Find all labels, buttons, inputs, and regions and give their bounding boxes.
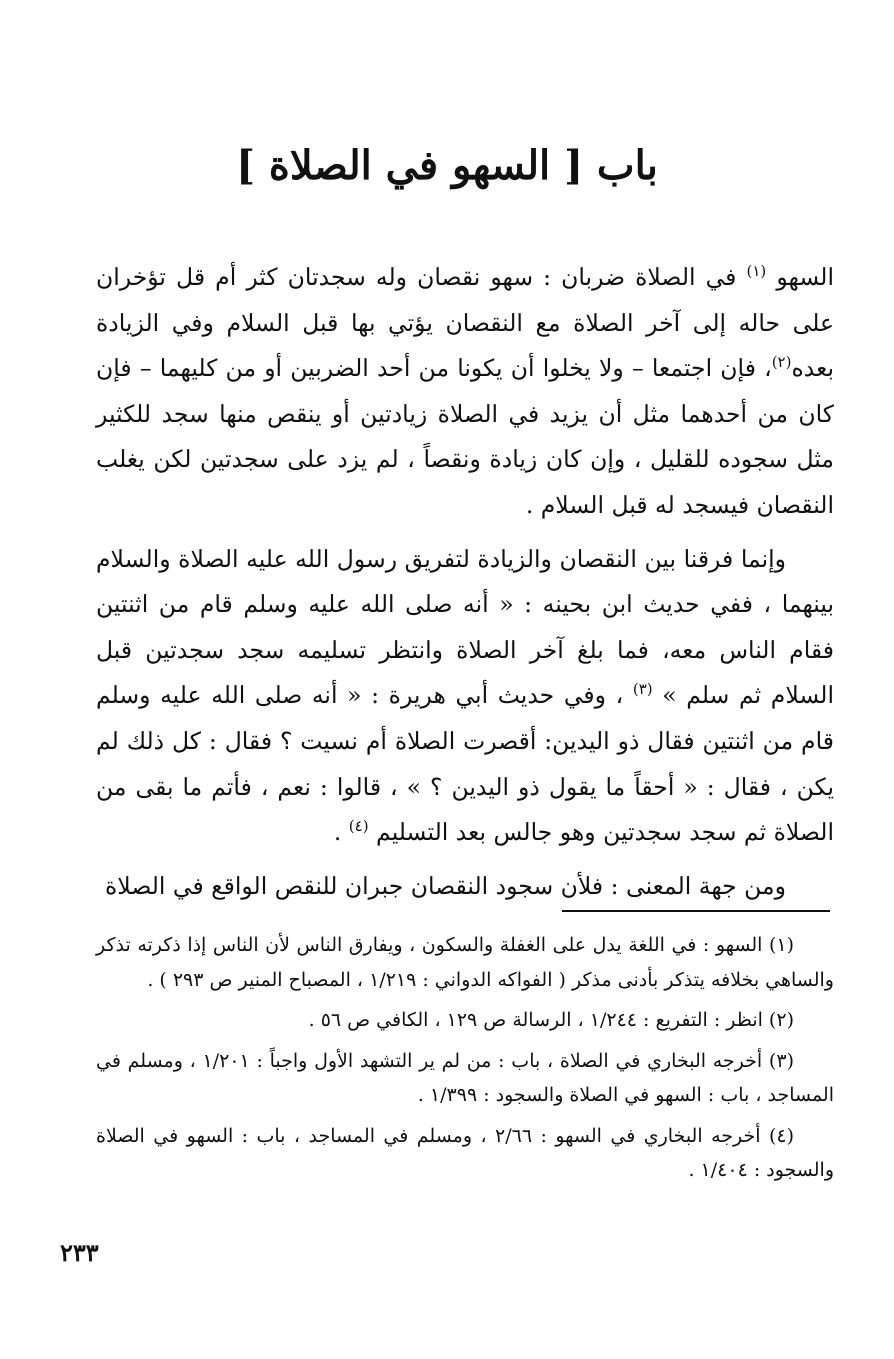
page-number: ٢٣٣ bbox=[60, 1238, 99, 1267]
paragraph-1 bbox=[96, 255, 834, 529]
paragraph-2-end: . bbox=[333, 818, 349, 847]
footnote-divider bbox=[562, 910, 830, 912]
footnote-3: (٣) أخرجه البخاري في الصلاة ، باب : من لم ير التشهد الأول واجباً : ١/٢٠١ ، ومسلم في المساجد ، باب : السهو في الصلاة والسجود : ١/٣٩٩ . bbox=[96, 1049, 834, 1106]
paragraph-3 bbox=[96, 864, 834, 910]
footnote-ref-1: (١) bbox=[746, 262, 767, 281]
paragraph-3-text: ومن جهة المعنى : فلأن سجود النقصان جبران للنقص الواقع في الصلاة bbox=[104, 871, 786, 900]
footnote-2: (٢) انظر : التفريع : ١/٢٤٤ ، الرسالة ص ١٢٩ ، الكافي ص ٥٦ . bbox=[308, 1009, 794, 1031]
footnote-ref-2: (٢) bbox=[771, 353, 792, 372]
footnote-ref-3: (٣) bbox=[632, 680, 653, 699]
footnotes bbox=[96, 928, 834, 1188]
paragraph-2-middle: ، وفي حديث أبي هريرة : « أنه صلى الله عليه وسلم قام من اثنتين فقال ذو اليدين: أقصرت الصلاة أم نسيت ؟ فقال : كل ذلك لم يكن ، فقال : « أحقاً ما يقول ذو اليدين ؟ » ، قالوا : نعم ، فأتم ما بقى من الصلاة ثم سجد سجدتين وهو جالس بعد التسليم bbox=[96, 681, 834, 847]
paragraph-1-end: ، فإن اجتمعا – ولا يخلوا أن يكونا من أحد الضربين أو من كليهما – فإن كان من أحدهما مثل أن يزيد في الصلاة زيادتين أو ينقص منها سجد للكثير مثل سجوده للقليل ، وإن كان زيادة ونقصاً ، لم يزد على سجدتين لكن يغلب النقصان فيسجد له قبل السلام . bbox=[96, 354, 834, 519]
chapter-title: باب [ السهو في الصلاة ] bbox=[236, 142, 658, 189]
footnote-1: (١) السهو : في اللغة يدل على الغفلة والسكون ، ويفارق الناس لأن الناس إذا ذكرته تذكر والساهي بخلافه يتذكر بأدنى مذكر ( الفواكه الدواني : ١/٢١٩ ، المصباح المنير ص ٢٩٣ ) . bbox=[96, 934, 834, 991]
paragraph-1-start: السهو bbox=[766, 263, 834, 291]
footnote-4: (٤) أخرجه البخاري في السهو : ٢/٦٦ ، ومسلم في المساجد ، باب : السهو في الصلاة والسجود : ١/٤٠٤ . bbox=[96, 1124, 834, 1181]
paragraph-2 bbox=[96, 537, 834, 856]
paragraph-1-middle: في الصلاة ضربان : سهو نقصان وله سجدتان كثر أم قل تؤخران على حاله إلى آخر الصلاة مع النقصان يؤتي بها قبل السلام وفي الزيادة بعده bbox=[96, 263, 834, 383]
footnote-ref-4: (٤) bbox=[348, 817, 369, 836]
paragraph-2-start: وإنما فرقنا بين النقصان والزيادة لتفريق رسول الله عليه الصلاة والسلام بينهما ، ففي حديث ابن بحينه : « أنه صلى الله عليه وسلم قام من اثنتين فقام الناس معه، فما بلغ آخر الصلاة وانتظر تسليمه سجد سجدتين قبل السلام ثم سلم » bbox=[96, 544, 834, 710]
main-text bbox=[96, 255, 834, 909]
